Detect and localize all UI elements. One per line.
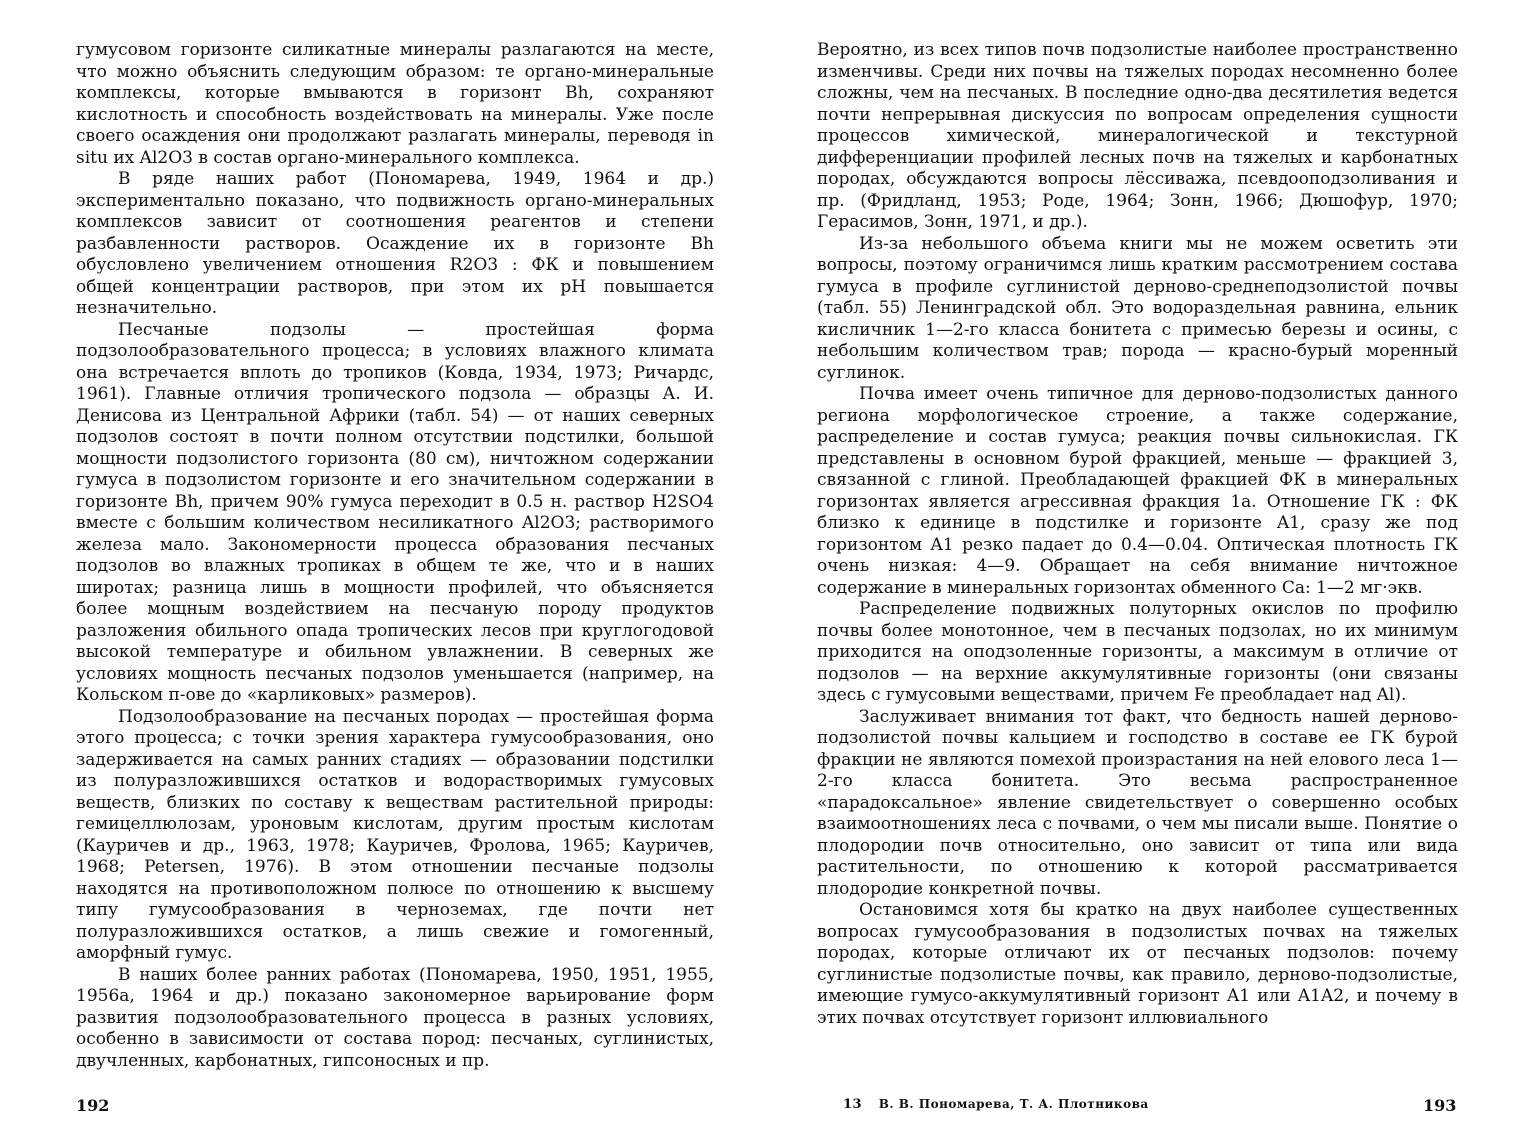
signature-authors: В. В. Пономарева, Т. А. Плотникова: [878, 1097, 1149, 1111]
paragraph: В наших более ранних работах (Пономарева, 1950, 1951, 1955, 1956а, 1964 и др.) показано закономерное варьирование форм развития подзолообразовательного процесса в разных условиях, особенно в зависимости от состава пород: песчаных, суглинистых, двучленных, карбонатных, гипсоносных и пр.: [76, 964, 714, 1071]
paragraph: Заслуживает внимания тот факт, что бедность нашей дерново-подзолистой почвы кальцием и господство в составе ее ГК бурой фракции не являются помехой произрастания на ней елового леса 1—2-го класса бонитета. Это весьма распространенное «парадоксальное» явление свидетельствует о совершенно особых взаимоотношениях леса с почвами, о чем мы писали выше. Понятие о плодородии почв относительно, оно зависит от типа или вида растительности, по отношению к которой рассматривается плодородие конкретной почвы.: [817, 706, 1458, 899]
paragraph: В ряде наших работ (Пономарева, 1949, 1964 и др.) экспериментально показано, что подвижность органо-минеральных комплексов зависит от соотношения реагентов и степени разбавленности растворов. Осаждение их в горизонте Bh обусловлено увеличением отношения R2O3 : ФК и повышением общей концентрации растворов, при этом их pH повышается незначительно.: [76, 169, 714, 318]
paragraph: Песчаные подзолы — простейшая форма подзолообразовательного процесса; в условиях влажного климата она встречается вплоть до тропиков (Ковда, 1934, 1973; Ричардс, 1961). Главные отличия тропического подзола — образцы А. И. Денисова из Центральной Африки (табл. 54) — от наших северных подзолов состоят в почти полном отсутствии подстилки, большой мощности подзолистого горизонта (80 см), ничтожном содержании гумуса в подзолистом горизонте и его значительном содержании в горизонте Bh, причем 90% гумуса переходит в 0.5 н. раствор H2SO4 вместе с большим количеством несиликатного Al2O3; растворимого железа мало. Закономерности процесса образования песчаных подзолов во влажных тропиках в общем те же, что и в наших широтах; разница лишь в мощности профилей, что объясняется более мощным воздействием на песчаную породу продуктов разложения обильного опада тропических лесов при круглогодовой высокой температуре и обильном увлажнении. В северных же условиях мощность песчаных подзолов уменьшается (например, на Кольском п-ове до «карликовых» размеров).: [76, 319, 714, 705]
left-page: [76, 40, 714, 1072]
paragraph: гумусовом горизонте силикатные минералы разлагаются на месте, что можно объяснить следующим образом: те органо-минеральные комплексы, которые вмываются в горизонт Bh, сохраняют кислотность и способность воздействовать на минералы. Уже после своего осаждения они продолжают разлагать минералы, переводя in situ их Al2O3 в состав органо-минерального комплекса.: [76, 40, 714, 168]
paragraph: Распределение подвижных полуторных окислов по профилю почвы более монотонное, чем в песчаных подзолах, но их минимум приходится на оподзоленные горизонты, а максимум в отличие от подзолов — на верхние аккумулятивные горизонты (они связаны здесь с гумусовыми веществами, причем Fe преобладает над Al).: [817, 599, 1458, 705]
page-number-right: 193: [1423, 1096, 1457, 1115]
paragraph: Из-за небольшого объема книги мы не можем осветить эти вопросы, поэтому ограничимся лишь кратким рассмотрением состава гумуса в профиле суглинистой дерново-среднеподзолистой почвы (табл. 55) Ленинградской обл. Это водораздельная равнина, ельник кисличник 1—2-го класса бонитета с примесью березы и осины, с небольшим количеством трав; порода — красно-бурый моренный суглинок.: [817, 233, 1458, 383]
signature-number: 13: [843, 1097, 863, 1112]
printer-signature: [843, 1097, 1149, 1112]
paragraph: Остановимся хотя бы кратко на двух наиболее существенных вопросах гумусообразования в подзолистых почвах на тяжелых породах, которые отличают их от песчаных подзолов: почему суглинистые подзолистые почвы, как правило, дерново-подзолистые, имеющие гумусо-аккумулятивный горизонт A1 или A1A2, и почему в этих почвах отсутствует горизонт иллювиального: [817, 900, 1458, 1028]
right-page: [817, 40, 1458, 1029]
paragraph: Почва имеет очень типичное для дерново-подзолистых данного региона морфологическое строение, а также содержание, распределение и состав гумуса; реакция почвы сильнокислая. ГК представлены в основном бурой фракцией, меньше — фракцией 3, связанной с глиной. Преобладающей фракцией ФК в минеральных горизонтах является агрессивная фракция 1а. Отношение ГК : ФК близко к единице в подстилке и горизонте A1, сразу же под горизонтом A1 резко падает до 0.4—0.04. Оптическая плотность ГК очень низкая: 4—9. Обращает на себя внимание ничтожное содержание в минеральных горизонтах обменного Ca: 1—2 мг·экв.: [817, 384, 1458, 598]
page-number-left: 192: [76, 1096, 110, 1115]
paragraph: Вероятно, из всех типов почв подзолистые наиболее пространственно изменчивы. Среди них почвы на тяжелых породах несомненно более сложны, чем на песчаных. В последние одно-два десятилетия ведется почти непрерывная дискуссия по вопросам определения сущности процессов химической, минералогической и текстурной дифференциации профилей лесных почв на тяжелых и карбонатных породах, обсуждаются вопросы лёссиважа, псевдооподзоливания и пр. (Фридланд, 1953; Роде, 1964; Зонн, 1966; Дюшофур, 1970; Герасимов, Зонн, 1971, и др.).: [817, 40, 1458, 232]
paragraph: Подзолообразование на песчаных породах — простейшая форма этого процесса; с точки зрения характера гумусообразования, оно задерживается на самых ранних стадиях — образовании подстилки из полуразложившихся остатков и водорастворимых гумусовых веществ, близких по составу к веществам растительной природы: гемицеллюлозам, уроновым кислотам, другим простым кислотам (Кауричев и др., 1963, 1978; Кауричев, Фролова, 1965; Кауричев, 1968; Petersen, 1976). В этом отношении песчаные подзолы находятся на противоположном полюсе по отношению к высшему типу гумусообразования в черноземах, где почти нет полуразложившихся остатков, а лишь свежие и гомогенный, аморфный гумус.: [76, 706, 714, 963]
